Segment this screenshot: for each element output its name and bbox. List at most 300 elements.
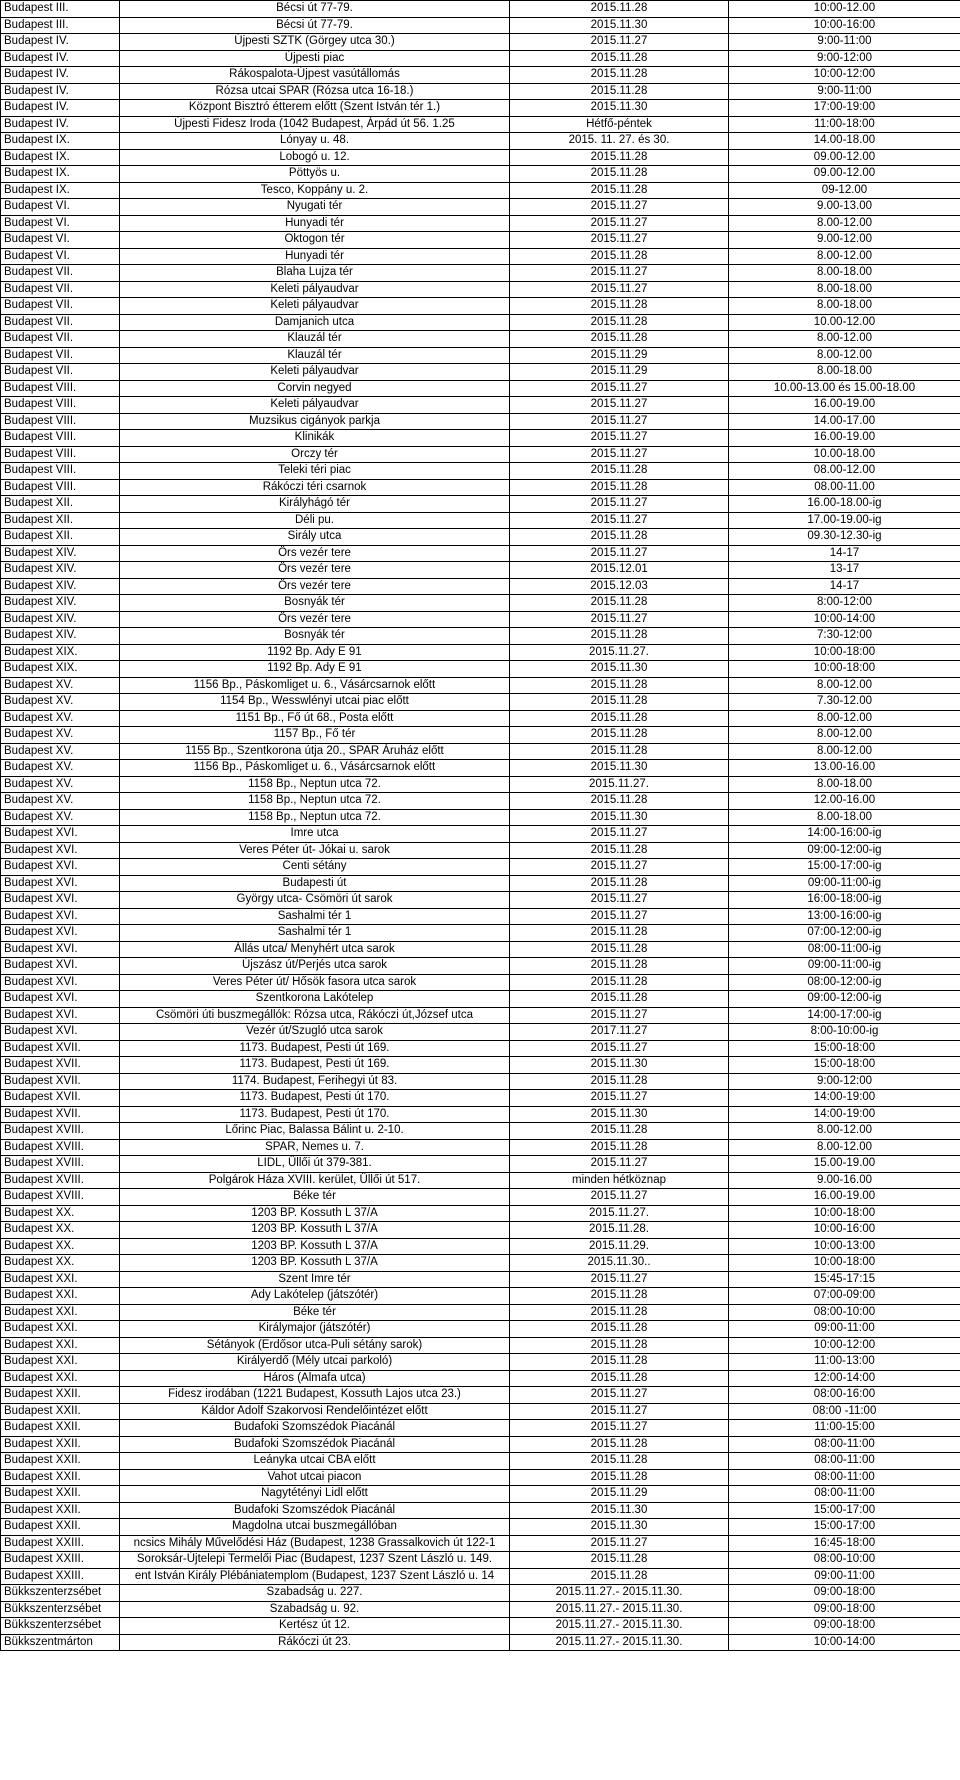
date-cell: 2015.11.28 [510,314,729,331]
district-cell: Budapest XV. [1,710,120,727]
district-cell: Budapest XVIII. [1,1139,120,1156]
date-cell: 2015.11.30 [510,100,729,117]
time-cell: 15:00-17:00 [729,1502,960,1519]
date-cell: 2015.11.28 [510,875,729,892]
date-cell: 2015.11.27 [510,265,729,282]
location-cell: 1203 BP. Kossuth L 37/A [120,1238,510,1255]
time-cell: 10:00-12:00 [729,1337,960,1354]
time-cell: 16.00-19.00 [729,430,960,447]
time-cell: 8.00-12.00 [729,248,960,265]
location-cell: 1192 Bp. Ady E 91 [120,644,510,661]
location-cell: Keleti pályaudvar [120,281,510,298]
date-cell: 2015.11.27. [510,644,729,661]
time-cell: 8.00-18.00 [729,364,960,381]
location-cell: Vezér út/Szugló utca sarok [120,1024,510,1041]
district-cell: Bükkszenterzsébet [1,1585,120,1602]
district-cell: Budapest XVI. [1,1024,120,1041]
table-row [1,1337,960,1354]
table-row [1,562,960,579]
time-cell: 17.00-19.00-ig [729,512,960,529]
date-cell: 2015.11.28 [510,743,729,760]
date-cell: 2015.11.27 [510,826,729,843]
location-cell: Veres Péter út- Jókai u. sarok [120,842,510,859]
location-cell: Orczy tér [120,446,510,463]
district-cell: Budapest III. [1,1,120,18]
district-cell: Budapest XXI. [1,1321,120,1338]
location-cell: 1173. Budapest, Pesti út 170. [120,1106,510,1123]
table-row [1,875,960,892]
district-cell: Budapest XIV. [1,611,120,628]
location-cell: Királyhágó tér [120,496,510,513]
location-cell: Polgárok Háza XVIII. kerület, Üllői út 517. [120,1172,510,1189]
table-row [1,1469,960,1486]
time-cell: 14-17 [729,545,960,562]
time-cell: 15:00-18:00 [729,1040,960,1057]
date-cell: 2015.11.28 [510,50,729,67]
district-cell: Budapest XXII. [1,1420,120,1437]
location-cell: Ady Lakótelep (játszótér) [120,1288,510,1305]
district-cell: Budapest XII. [1,496,120,513]
table-row [1,1040,960,1057]
district-cell: Bükkszenterzsébet [1,1601,120,1618]
time-cell: 09:00-11:00-ig [729,958,960,975]
location-cell: Csömöri úti buszmegállók: Rózsa utca, Rákóczi út,József utca [120,1007,510,1024]
table-row [1,529,960,546]
location-cell: Keleti pályaudvar [120,397,510,414]
time-cell: 08:00-10:00 [729,1552,960,1569]
district-cell: Budapest XVI. [1,1007,120,1024]
district-cell: Budapest XVIII. [1,1172,120,1189]
date-cell: 2017.11.27 [510,1024,729,1041]
time-cell: 10:00-12.00 [729,1,960,18]
table-row [1,182,960,199]
date-cell: 2015.11.29 [510,1486,729,1503]
time-cell: 15.00-19.00 [729,1156,960,1173]
table-row [1,694,960,711]
district-cell: Budapest VII. [1,298,120,315]
district-cell: Budapest VIII. [1,380,120,397]
time-cell: 14:00-17:00-ig [729,1007,960,1024]
time-cell: 11:00-18:00 [729,116,960,133]
table-row [1,611,960,628]
time-cell: 10.00-13.00 és 15.00-18.00 [729,380,960,397]
table-row [1,116,960,133]
table-row [1,1535,960,1552]
date-cell: 2015.11.30 [510,1057,729,1074]
date-cell: 2015.11.27 [510,496,729,513]
table-row [1,1618,960,1635]
date-cell: 2015.11.28 [510,182,729,199]
table-row [1,578,960,595]
table-row [1,1106,960,1123]
date-cell: 2015.11.30 [510,1502,729,1519]
date-cell: 2015.11.28 [510,710,729,727]
time-cell: 09.30-12.30-ig [729,529,960,546]
location-cell: 1203 BP. Kossuth L 37/A [120,1222,510,1239]
time-cell: 15:00-18:00 [729,1057,960,1074]
district-cell: Budapest VII. [1,347,120,364]
date-cell: 2015.11.28 [510,67,729,84]
time-cell: 07:00-12:00-ig [729,925,960,942]
time-cell: 10.00-12.00 [729,314,960,331]
date-cell: 2015.11.27 [510,892,729,909]
table-row [1,1321,960,1338]
date-cell: 2015.11.27.- 2015.11.30. [510,1618,729,1635]
district-cell: Budapest VIII. [1,430,120,447]
table-row [1,298,960,315]
date-cell: 2015.11.28 [510,1073,729,1090]
date-cell: 2015.11.29. [510,1238,729,1255]
district-cell: Budapest XV. [1,743,120,760]
district-cell: Budapest VII. [1,331,120,348]
location-cell: 1192 Bp. Ady E 91 [120,661,510,678]
table-row [1,133,960,150]
location-cell: Bosnyák tér [120,628,510,645]
location-cell: 1173. Budapest, Pesti út 169. [120,1040,510,1057]
district-cell: Budapest XVI. [1,859,120,876]
location-cell: Damjanich utca [120,314,510,331]
time-cell: 08:00-11:00 [729,1453,960,1470]
district-cell: Budapest XII. [1,529,120,546]
table-row [1,661,960,678]
location-cell: ent István Király Plébániatemplom (Budapest, 1237 Szent László u. 14 [120,1568,510,1585]
district-cell: Budapest VII. [1,314,120,331]
time-cell: 09:00-18:00 [729,1601,960,1618]
table-row [1,793,960,810]
table-row [1,1634,960,1651]
time-cell: 08:00 -11:00 [729,1403,960,1420]
table-row [1,1139,960,1156]
table-row [1,1519,960,1536]
district-cell: Budapest IV. [1,67,120,84]
district-cell: Budapest XIV. [1,562,120,579]
time-cell: 10:00-14:00 [729,1634,960,1651]
date-cell: 2015.11.28 [510,83,729,100]
time-cell: 10:00-18:00 [729,644,960,661]
location-cell: Centi sétány [120,859,510,876]
table-row [1,166,960,183]
table-row [1,826,960,843]
location-cell: Pöttyös u. [120,166,510,183]
table-row [1,1585,960,1602]
location-cell: Klinikák [120,430,510,447]
time-cell: 16.00-19.00 [729,1189,960,1206]
date-cell: 2015.11.28 [510,529,729,546]
time-cell: 17:00-19:00 [729,100,960,117]
date-cell: 2015.12.03 [510,578,729,595]
time-cell: 07:00-09:00 [729,1288,960,1305]
date-cell: 2015.11.28 [510,1469,729,1486]
location-cell: Újpesti SZTK (Görgey utca 30.) [120,34,510,51]
district-cell: Budapest XXIII. [1,1552,120,1569]
district-cell: Budapest VII. [1,281,120,298]
date-cell: 2015.11.28 [510,149,729,166]
date-cell: 2015.11.27 [510,34,729,51]
location-cell: Béke tér [120,1304,510,1321]
location-cell: Bosnyák tér [120,595,510,612]
district-cell: Budapest XVI. [1,826,120,843]
location-cell: LIDL, Üllői út 379-381. [120,1156,510,1173]
district-cell: Budapest XVII. [1,1106,120,1123]
district-cell: Budapest XXI. [1,1304,120,1321]
location-cell: Budafoki Szomszédok Piacánál [120,1420,510,1437]
district-cell: Budapest XVI. [1,958,120,975]
location-cell: ncsics Mihály Művelődési Ház (Budapest, 1238 Grassalkovich út 122-1 [120,1535,510,1552]
time-cell: 08:00-11:00 [729,1486,960,1503]
table-row [1,446,960,463]
date-cell: 2015.11.27 [510,199,729,216]
time-cell: 8.00-12.00 [729,1123,960,1140]
date-cell: 2015.11.30 [510,1519,729,1536]
date-cell: 2015.11.27 [510,1090,729,1107]
date-cell: 2015.11.27 [510,446,729,463]
table-row [1,1189,960,1206]
time-cell: 7:30-12:00 [729,628,960,645]
location-cell: Budafoki Szomszédok Piacánál [120,1502,510,1519]
date-cell: 2015.11.30 [510,1106,729,1123]
time-cell: 8.00-18.00 [729,265,960,282]
district-cell: Budapest IV. [1,50,120,67]
time-cell: 13:00-16:00-ig [729,908,960,925]
table-row [1,512,960,529]
time-cell: 10:00-12:00 [729,67,960,84]
district-cell: Budapest XXI. [1,1288,120,1305]
date-cell: 2015.11.27 [510,1040,729,1057]
table-row [1,991,960,1008]
location-cell: Klauzál tér [120,347,510,364]
time-cell: 8.00-12.00 [729,727,960,744]
table-row [1,1073,960,1090]
time-cell: 09:00-11:00-ig [729,875,960,892]
location-cell: Sashalmi tér 1 [120,925,510,942]
time-cell: 16.00-18.00-ig [729,496,960,513]
table-row [1,1238,960,1255]
date-cell: 2015.11.28 [510,1436,729,1453]
date-cell: 2015.11.27 [510,545,729,562]
location-cell: Bécsi út 77-79. [120,17,510,34]
location-cell: Állás utca/ Menyhért utca sarok [120,941,510,958]
table-row [1,347,960,364]
district-cell: Budapest XX. [1,1222,120,1239]
table-row [1,479,960,496]
date-cell: 2015.11.27 [510,380,729,397]
district-cell: Budapest XIV. [1,578,120,595]
district-cell: Budapest XV. [1,694,120,711]
location-cell: Magdolna utcai buszmegállóban [120,1519,510,1536]
table-row [1,314,960,331]
table-row [1,595,960,612]
time-cell: 08:00-11:00-ig [729,941,960,958]
date-cell: 2015.11.28 [510,479,729,496]
district-cell: Budapest XV. [1,776,120,793]
date-cell: 2015.11.27 [510,611,729,628]
table-row [1,17,960,34]
district-cell: Budapest XIV. [1,628,120,645]
location-cell: Királymajor (játszótér) [120,1321,510,1338]
location-cell: Rákóczi téri csarnok [120,479,510,496]
location-cell: Blaha Lujza tér [120,265,510,282]
district-cell: Budapest VIII. [1,397,120,414]
location-cell: 1156 Bp., Páskomliget u. 6., Vásárcsarnok előtt [120,760,510,777]
location-cell: Sashalmi tér 1 [120,908,510,925]
date-cell: 2015.11.27 [510,232,729,249]
district-cell: Budapest VIII. [1,463,120,480]
location-cell: Szentkorona Lakótelep [120,991,510,1008]
location-cell: Sirály utca [120,529,510,546]
time-cell: 09.00-12.00 [729,149,960,166]
location-cell: Szent Imre tér [120,1271,510,1288]
location-cell: Újszász út/Perjés utca sarok [120,958,510,975]
date-cell: 2015.11.27 [510,1387,729,1404]
date-cell: 2015.11.30 [510,760,729,777]
date-cell: 2015.11.27. [510,1205,729,1222]
time-cell: 8.00-12.00 [729,710,960,727]
table-row [1,1255,960,1272]
table-row [1,1453,960,1470]
time-cell: 10:00-13:00 [729,1238,960,1255]
location-cell: Veres Péter út/ Hősök fasora utca sarok [120,974,510,991]
table-row [1,149,960,166]
time-cell: 10:00-18:00 [729,661,960,678]
time-cell: 8.00-18.00 [729,281,960,298]
district-cell: Budapest IX. [1,166,120,183]
district-cell: Budapest VII. [1,364,120,381]
location-cell: Királyerdő (Mély utcai parkoló) [120,1354,510,1371]
date-cell: 2015.11.28 [510,694,729,711]
date-cell: 2015.11.28 [510,1354,729,1371]
table-row [1,809,960,826]
district-cell: Budapest VIII. [1,479,120,496]
date-cell: 2015.11.28 [510,991,729,1008]
location-cell: Szabadság u. 92. [120,1601,510,1618]
location-cell: 1156 Bp., Páskomliget u. 6., Vásárcsarnok előtt [120,677,510,694]
date-cell: 2015.11.28 [510,941,729,958]
date-cell: 2015.11.27. [510,776,729,793]
district-cell: Budapest IV. [1,116,120,133]
time-cell: 10:00-16:00 [729,1222,960,1239]
date-cell: 2015.11.28 [510,677,729,694]
location-cell: SPAR, Nemes u. 7. [120,1139,510,1156]
time-cell: 14-17 [729,578,960,595]
district-cell: Budapest XV. [1,677,120,694]
location-cell: Örs vezér tere [120,545,510,562]
table-row [1,430,960,447]
date-cell: 2015.11.28 [510,1453,729,1470]
location-cell: Budafoki Szomszédok Piacánál [120,1436,510,1453]
table-row [1,925,960,942]
date-cell: 2015.11.27 [510,413,729,430]
district-cell: Budapest XIV. [1,545,120,562]
time-cell: 14:00-19:00 [729,1106,960,1123]
table-row [1,892,960,909]
location-cell: Szabadság u. 227. [120,1585,510,1602]
location-cell: Nagytétényi Lidl előtt [120,1486,510,1503]
time-cell: 9.00-12.00 [729,232,960,249]
table-row [1,199,960,216]
date-cell: 2015.11.28 [510,925,729,942]
time-cell: 08:00-12:00-ig [729,974,960,991]
time-cell: 09:00-12:00-ig [729,842,960,859]
district-cell: Budapest IX. [1,149,120,166]
time-cell: 12.00-16.00 [729,793,960,810]
location-cell: Örs vezér tere [120,562,510,579]
time-cell: 09:00-18:00 [729,1585,960,1602]
table-row [1,1057,960,1074]
time-cell: 8:00-10:00-ig [729,1024,960,1041]
district-cell: Budapest IX. [1,133,120,150]
time-cell: 8.00-18.00 [729,776,960,793]
table-row [1,248,960,265]
location-cell: Újpesti piac [120,50,510,67]
location-cell: Hunyadi tér [120,248,510,265]
time-cell: 08:00-10:00 [729,1304,960,1321]
district-cell: Budapest VI. [1,199,120,216]
table-row [1,34,960,51]
date-cell: 2015.11.27 [510,1189,729,1206]
date-cell: 2015.11.29 [510,347,729,364]
table-row [1,743,960,760]
table-row [1,265,960,282]
date-cell: 2015.11.27 [510,512,729,529]
table-row [1,463,960,480]
location-cell: Leányka utcai CBA előtt [120,1453,510,1470]
district-cell: Budapest XXI. [1,1354,120,1371]
district-cell: Budapest XXII. [1,1436,120,1453]
time-cell: 11:00-13:00 [729,1354,960,1371]
location-cell: Muzsikus cigányok parkja [120,413,510,430]
date-cell: 2015.11.28 [510,628,729,645]
date-cell: 2015.11.28. [510,1222,729,1239]
table-row [1,1354,960,1371]
time-cell: 13.00-16.00 [729,760,960,777]
time-cell: 09-12.00 [729,182,960,199]
location-cell: 1174. Budapest, Ferihegyi út 83. [120,1073,510,1090]
date-cell: 2015.11.28 [510,1,729,18]
table-row [1,331,960,348]
location-cell: Háros (Almafa utca) [120,1370,510,1387]
table-row [1,413,960,430]
date-cell: 2015.11.28 [510,1370,729,1387]
district-cell: Budapest VI. [1,232,120,249]
date-cell: 2015.11.28 [510,166,729,183]
time-cell: 8.00-12.00 [729,1139,960,1156]
date-cell: 2015.11.30 [510,809,729,826]
location-cell: Kertész út 12. [120,1618,510,1635]
time-cell: 10:00-16:00 [729,17,960,34]
table-row [1,958,960,975]
district-cell: Budapest XVIII. [1,1123,120,1140]
table-row [1,1090,960,1107]
table-row [1,1156,960,1173]
table-row [1,232,960,249]
table-row [1,1502,960,1519]
time-cell: 9:00-12:00 [729,1073,960,1090]
time-cell: 14.00-17.00 [729,413,960,430]
date-cell: 2015.11.27 [510,1156,729,1173]
district-cell: Budapest XVI. [1,925,120,942]
time-cell: 08:00-11:00 [729,1469,960,1486]
table-row [1,776,960,793]
location-cell: Nyugati tér [120,199,510,216]
date-cell: 2015.11.28 [510,248,729,265]
table-row [1,1024,960,1041]
date-cell: 2015.11.30 [510,17,729,34]
district-cell: Budapest VIII. [1,413,120,430]
location-cell: 1158 Bp., Neptun utca 72. [120,793,510,810]
location-cell: Sétányok (Erdősor utca-Puli sétány sarok) [120,1337,510,1354]
district-cell: Bükkszenterzsébet [1,1618,120,1635]
district-cell: Budapest XV. [1,760,120,777]
